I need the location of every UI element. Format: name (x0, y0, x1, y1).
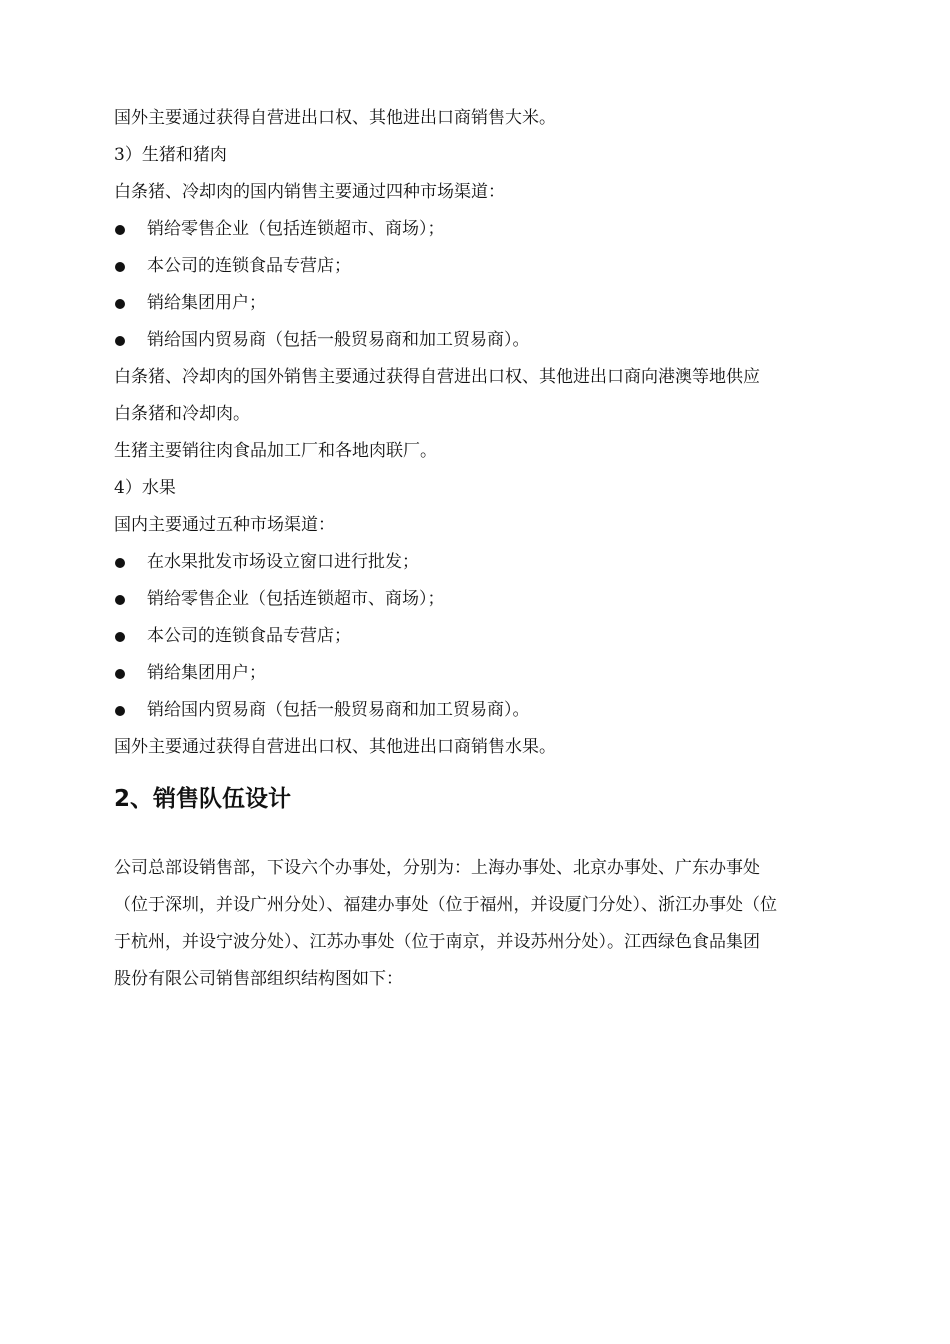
list-item (114, 655, 854, 692)
list-item-text: 销给集团用户； (147, 663, 266, 683)
bullet-icon (115, 299, 125, 309)
rice-export-line: 国外主要通过获得自营进出口权、其他进出口商销售大米。 (114, 108, 556, 128)
list-item (114, 248, 854, 285)
list-item-text: 销给零售企业（包括连锁超市、商场）； (147, 219, 445, 239)
bullet-icon (115, 336, 125, 346)
list-item-text: 销给国内贸易商（包括一般贸易商和加工贸易商）。 (147, 330, 530, 350)
list-item (114, 581, 854, 618)
section-paragraph-line-2: （位于深圳，并设广州分处）、福建办事处（位于福州，并设厦门分处）、浙江办事处（位 (114, 895, 777, 915)
pork-export-line-1: 白条猪、冷却肉的国外销售主要通过获得自营进出口权、其他进出口商向港澳等地供应 (114, 367, 760, 387)
list-item-text: 销给国内贸易商（包括一般贸易商和加工贸易商）。 (147, 700, 530, 720)
pork-heading: 3）生猪和猪肉 (114, 145, 227, 165)
list-item (114, 692, 854, 729)
list-item (114, 544, 854, 581)
live-pig-line: 生猪主要销往肉食品加工厂和各地肉联厂。 (114, 441, 437, 461)
fruit-domestic-intro: 国内主要通过五种市场渠道： (114, 515, 335, 535)
list-item-text: 本公司的连锁食品专营店； (147, 256, 351, 276)
list-item-text: 在水果批发市场设立窗口进行批发； (147, 552, 419, 572)
list-item (114, 322, 854, 359)
list-item-text: 本公司的连锁食品专营店； (147, 626, 351, 646)
list-item (114, 211, 854, 248)
bullet-icon (115, 632, 125, 642)
list-item (114, 285, 854, 322)
list-item-text: 销给零售企业（包括连锁超市、商场）； (147, 589, 445, 609)
section-title: 2、销售队伍设计 (114, 786, 292, 812)
list-item (114, 618, 854, 655)
bullet-icon (115, 706, 125, 716)
bullet-icon (115, 669, 125, 679)
fruit-export-line: 国外主要通过获得自营进出口权、其他进出口商销售水果。 (114, 737, 556, 757)
list-item-text: 销给集团用户； (147, 293, 266, 313)
bullet-icon (115, 595, 125, 605)
section-paragraph-line-4: 股份有限公司销售部组织结构图如下： (114, 969, 403, 989)
pork-export-line-2: 白条猪和冷却肉。 (114, 404, 250, 424)
fruit-heading: 4）水果 (114, 478, 176, 498)
section-paragraph-line-3: 于杭州，并设宁波分处）、江苏办事处（位于南京，并设苏州分处）。江西绿色食品集团 (114, 932, 760, 952)
document-body (114, 100, 854, 998)
bullet-icon (115, 225, 125, 235)
bullet-icon (115, 262, 125, 272)
pork-domestic-intro: 白条猪、冷却肉的国内销售主要通过四种市场渠道： (114, 182, 505, 202)
section-paragraph-line-1: 公司总部设销售部，下设六个办事处，分别为：上海办事处、北京办事处、广东办事处 (114, 858, 760, 878)
bullet-icon (115, 558, 125, 568)
